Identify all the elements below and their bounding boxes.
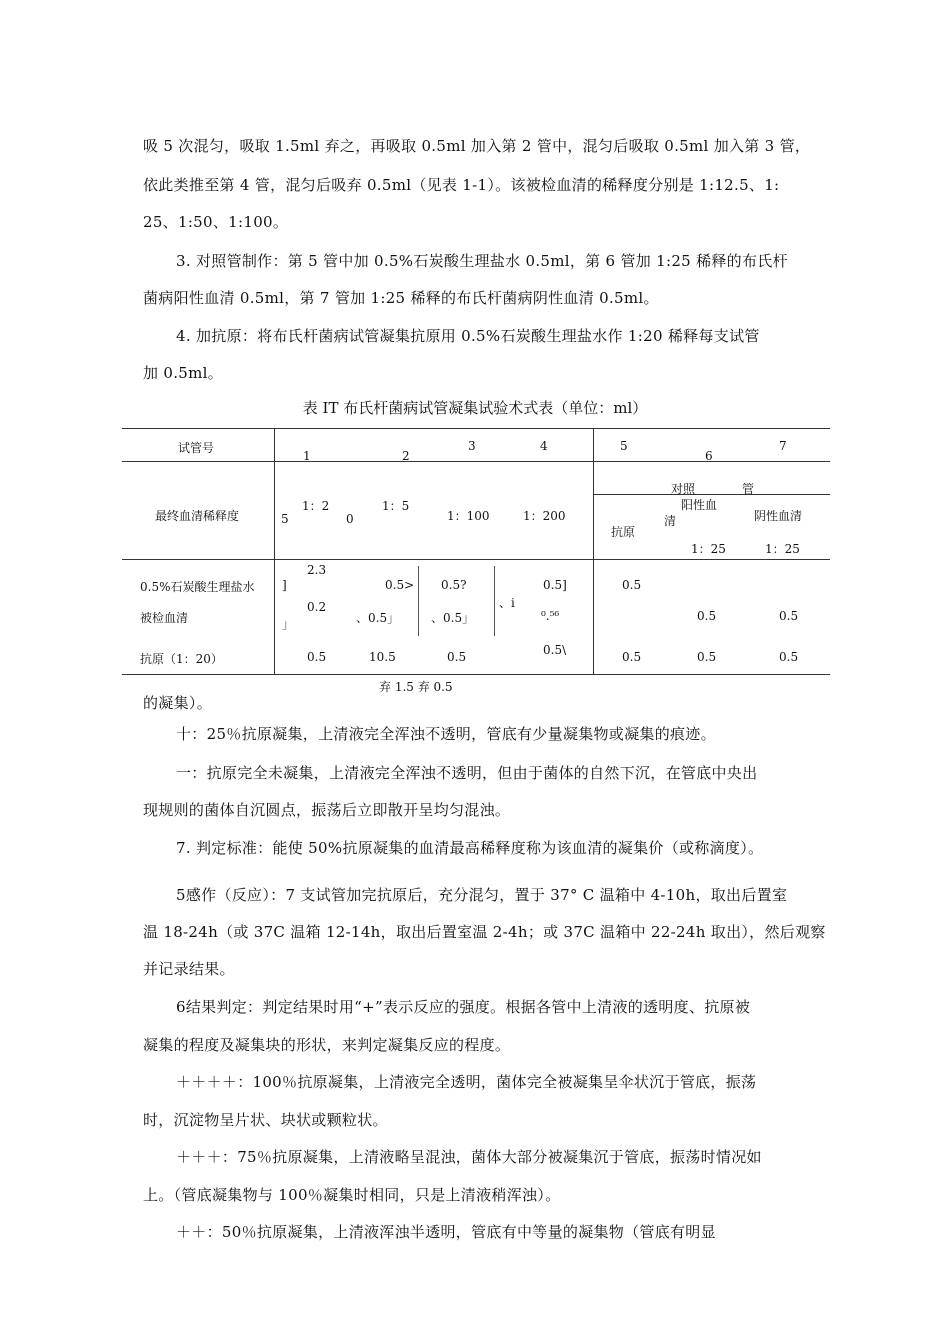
- table-cell: 」: [282, 617, 295, 631]
- tube-number: 2: [402, 449, 410, 463]
- tube-number: 5: [620, 439, 628, 453]
- table-cell: 0.5: [622, 578, 642, 592]
- ratio-6: 1：25: [691, 542, 726, 556]
- table-cell: 2.3: [307, 563, 327, 577]
- paragraph-line: 一：抗原完全未凝集，上清液完全浑浊不透明，但由于菌体的自然下沉，在管底中央出: [176, 764, 758, 782]
- table-cell: 0.5: [622, 650, 642, 664]
- table-note: 弃 1.5 弃 0.5: [379, 680, 453, 694]
- paragraph-line: 十：25％抗原凝集，上清液完全浑浊不透明，管底有少量凝集物或凝集的痕迹。: [176, 725, 716, 743]
- table-cell: 0.5: [779, 650, 799, 664]
- paragraph-line: 现规则的菌体自沉圆点，振荡后立即散开呈均匀混浊。: [143, 801, 511, 819]
- table-cell: 0.5: [307, 650, 327, 664]
- paragraph-line: 依此类推至第 4 管，混匀后吸弃 0.5ml（见表 1-1）。该被检血清的稀释度分别是 1:12.5、1:: [143, 176, 780, 194]
- paragraph-line: 时，沉淀物呈片状、块状或颗粒状。: [143, 1111, 388, 1129]
- paragraph-line: 凝集的程度及凝集块的形状，来判定凝集反应的程度。: [143, 1036, 511, 1054]
- table-cell: 0.5: [697, 650, 717, 664]
- paragraph-line: ＋＋＋：75％抗原凝集，上清液略呈混浊，菌体大部分被凝集沉于管底，振荡时情况如: [176, 1148, 762, 1166]
- row-label-saline: 0.5%石炭酸生理盐水: [140, 580, 255, 594]
- table-cell: 0.5: [697, 609, 717, 623]
- table-cell: ⁰.⁵⁶: [541, 609, 560, 623]
- paragraph-line: 4. 加抗原：将布氏杆菌病试管凝集抗原用 0.5%石炭酸生理盐水作 1:20 稀释每支试管: [176, 327, 760, 345]
- tube-number: 7: [779, 439, 787, 453]
- table-cell: 0.5>: [385, 578, 415, 592]
- row-label-serum: 被检血清: [140, 611, 189, 625]
- dilution-2-top: 1：5: [382, 499, 410, 513]
- paragraph-line: 并记录结果。: [143, 960, 235, 978]
- paragraph-line: 的凝集）。: [143, 694, 213, 712]
- paragraph-line: 25、1:50、1:100。: [143, 213, 289, 231]
- ratio-7: 1：25: [765, 542, 800, 556]
- table-cell: 0.5: [779, 609, 799, 623]
- table-cell: 0.5?: [441, 578, 467, 592]
- dilution-1-top: 1：2: [302, 499, 330, 513]
- dilution-label: 最终血清稀释度: [155, 509, 240, 523]
- positive-serum-a: 阳性血: [681, 498, 718, 512]
- table-cell: 0.5]: [543, 578, 567, 592]
- table-cell: ]: [282, 578, 287, 592]
- table-cell: 、0.5」: [431, 611, 475, 625]
- table-cell: 0.5\: [543, 643, 567, 657]
- control-label-a: 对照: [671, 482, 696, 496]
- table-cell: 0.2: [307, 600, 327, 614]
- table-cell: 、0.5」: [356, 611, 400, 625]
- tube-number: 4: [540, 439, 548, 453]
- negative-serum: 阴性血清: [754, 509, 803, 523]
- paragraph-line: ＋＋：50％抗原凝集，上清液浑浊半透明，管底有中等量的凝集物（管底有明显: [176, 1223, 716, 1241]
- dilution-4: 1：200: [523, 509, 566, 523]
- tube-number: 1: [303, 449, 311, 463]
- table-caption: 表 IT 布氏杆菌病试管凝集试验术式表（单位：ml）: [302, 399, 648, 417]
- paragraph-line: 菌病阳性血清 0.5ml，第 7 管加 1:25 稀释的布氏杆菌病阴性血清 0.5ml。: [143, 289, 659, 307]
- paragraph-line: 6结果判定：判定结果时用“+”表示反应的强度。根据各管中上清液的透明度、抗原被: [176, 998, 751, 1016]
- paragraph-line: 3. 对照管制作：第 5 管中加 0.5%石炭酸生理盐水 0.5ml，第 6 管加 1:25 稀释的布氏杆: [176, 252, 788, 270]
- table-cell: 0.5: [447, 650, 467, 664]
- tube-number: 6: [705, 449, 713, 463]
- control-label-b: 管: [742, 482, 755, 496]
- table-cell: 、i: [499, 596, 515, 610]
- positive-serum-b: 清: [664, 514, 677, 528]
- paragraph-line: 温 18-24h（或 37C 温箱 12-14h，取出后置室温 2-4h；或 37C 温箱中 22-24h 取出），然后观察: [143, 923, 826, 941]
- paragraph-line: 加 0.5ml。: [143, 364, 224, 382]
- paragraph-line: ＋＋＋＋：100％抗原凝集，上清液完全透明，菌体完全被凝集呈伞状沉于管底，振荡: [176, 1073, 757, 1091]
- paragraph-line: 吸 5 次混匀，吸取 1.5ml 弃之，再吸取 0.5ml 加入第 2 管中，混匀后吸取 0.5ml 加入第 3 管，: [143, 137, 811, 155]
- dilution-1-bottom: 5: [281, 512, 289, 526]
- table-cell: 10.5: [369, 650, 396, 664]
- header-label: 试管号: [178, 441, 215, 455]
- paragraph-line: 5感作（反应）：7 支试管加完抗原后，充分混匀，置于 37° C 温箱中 4-10h，取出后置室: [176, 886, 788, 904]
- paragraph-line: 7. 判定标准：能使 50%抗原凝集的血清最高稀释度称为该血清的凝集价（或称滴度）。: [176, 839, 764, 857]
- row-label-antigen: 抗原（1：20）: [140, 652, 223, 666]
- antigen-column: 抗原: [611, 525, 636, 539]
- dilution-2-bottom: 0: [346, 512, 354, 526]
- tube-number: 3: [468, 439, 476, 453]
- paragraph-line: 上。（管底凝集物与 100％凝集时相同，只是上清液稍浑浊）。: [143, 1186, 561, 1204]
- dilution-3: 1：100: [447, 509, 490, 523]
